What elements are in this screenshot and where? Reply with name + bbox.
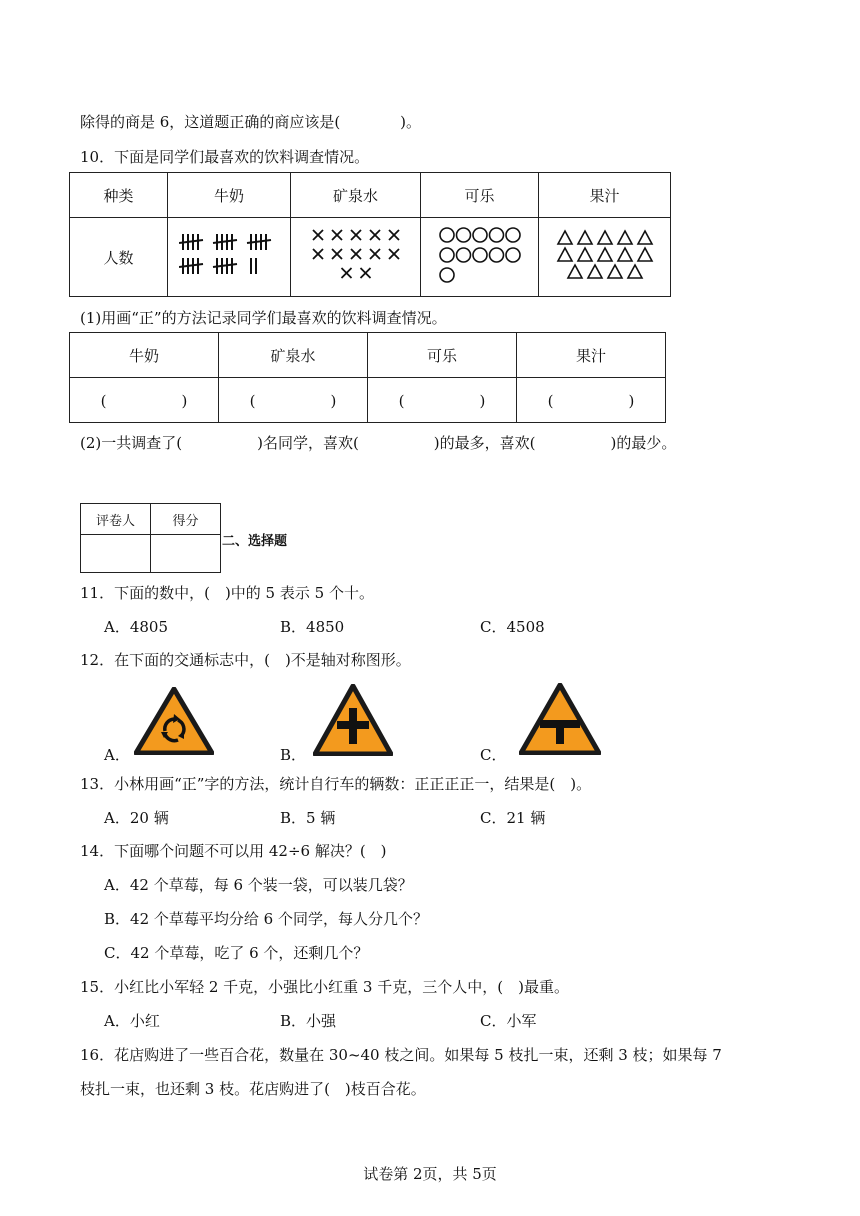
q12-stem: 12．在下面的交通标志中，( )不是轴对称图形。 — [80, 651, 411, 669]
q11-option-a[interactable]: A．4805 — [104, 618, 169, 636]
t2-header-cola: 可乐 — [368, 333, 517, 378]
answer-blank-milk[interactable]: ( ) — [70, 378, 219, 423]
triangle-mark — [638, 231, 652, 244]
score-field[interactable] — [151, 535, 221, 573]
q15-stem: 15．小红比小军轻 2 千克，小强比小红重 3 千克，三个人中，( )最重。 — [80, 978, 569, 996]
triangle-mark — [588, 265, 602, 278]
answer-blank-juice[interactable]: ( ) — [517, 378, 666, 423]
triangle-mark — [558, 231, 572, 244]
q14-option-a[interactable]: A．42 个草莓，每 6 个装一袋，可以装几袋？ — [104, 876, 413, 894]
circle-marks-icon — [430, 225, 530, 285]
q14-option-c[interactable]: C．42 个草莓，吃了 6 个，还剩几个？ — [104, 944, 369, 962]
score-box — [80, 503, 221, 573]
circle-mark — [440, 248, 454, 262]
header-cola: 可乐 — [421, 173, 539, 218]
juice-triangle-cell — [539, 218, 671, 297]
cross-marks-icon — [301, 226, 411, 284]
survey-table — [69, 172, 671, 297]
header-water: 矿泉水 — [291, 173, 421, 218]
row-label: 人数 — [70, 218, 168, 297]
header-milk: 牛奶 — [168, 173, 291, 218]
q13-option-a[interactable]: A．20 辆 — [104, 809, 169, 827]
circle-mark — [473, 248, 487, 262]
q13-option-c[interactable]: C．21 辆 — [480, 809, 546, 827]
q14-stem: 14．下面哪个问题不可以用 42÷6 解决？( ) — [80, 842, 387, 860]
triangle-mark — [558, 248, 572, 261]
triangle-mark — [598, 248, 612, 261]
circle-mark — [440, 268, 454, 282]
q15-option-a[interactable]: A．小红 — [104, 1012, 160, 1030]
cross-mark — [313, 230, 323, 240]
circle-mark — [506, 248, 520, 262]
q10-stem: 10．下面是同学们最喜欢的饮料调查情况。 — [80, 148, 370, 166]
q11-stem: 11．下面的数中，( )中的 5 表示 5 个十。 — [80, 584, 374, 602]
cross-mark — [370, 230, 380, 240]
cross-mark — [370, 249, 380, 259]
score-label: 得分 — [151, 504, 221, 535]
q10-sub1: (1)用画“正”的方法记录同学们最喜欢的饮料调查情况。 — [80, 309, 447, 327]
tally-marks-icon — [179, 230, 279, 280]
q12-option-b[interactable]: B． — [280, 746, 307, 764]
q12-option-a[interactable]: A． — [104, 746, 130, 764]
circle-mark — [473, 228, 487, 242]
milk-tally-cell — [168, 218, 291, 297]
triangle-mark — [618, 248, 632, 261]
q14-option-b[interactable]: B．42 个草莓平均分给 6 个同学，每人分几个？ — [104, 910, 428, 928]
circle-mark — [506, 228, 520, 242]
page-footer: 试卷第 2页，共 5页 — [363, 1165, 497, 1183]
q9-tail: 除得的商是 6，这道题正确的商应该是( )。 — [80, 113, 422, 131]
cross-mark — [313, 249, 323, 259]
cross-mark — [341, 268, 351, 278]
q15-option-b[interactable]: B．小强 — [280, 1012, 337, 1030]
cross-mark — [351, 249, 361, 259]
tally-record-table — [69, 332, 666, 423]
cross-mark — [332, 230, 342, 240]
circle-mark — [456, 228, 470, 242]
cross-mark — [389, 230, 399, 240]
triangle-mark — [578, 248, 592, 261]
triangle-marks-icon — [552, 227, 658, 283]
circle-mark — [440, 228, 454, 242]
q10-sub2: (2)一共调查了( )名同学，喜欢( )的最多，喜欢( )的最少。 — [80, 434, 677, 452]
triangle-mark — [628, 265, 642, 278]
triangle-mark — [608, 265, 622, 278]
cross-mark — [351, 230, 361, 240]
section-title: 二、选择题 — [222, 534, 288, 549]
cola-circle-cell — [421, 218, 539, 297]
header-juice: 果汁 — [539, 173, 671, 218]
reviewer-label: 评卷人 — [81, 504, 151, 535]
cross-mark — [389, 249, 399, 259]
q11-option-c[interactable]: C．4508 — [480, 618, 545, 636]
cross-mark — [360, 268, 370, 278]
t2-header-milk: 牛奶 — [70, 333, 219, 378]
t2-header-juice: 果汁 — [517, 333, 666, 378]
cross-mark — [332, 249, 342, 259]
q12-option-c[interactable]: C． — [480, 746, 507, 764]
q13-option-b[interactable]: B．5 辆 — [280, 809, 336, 827]
q11-option-b[interactable]: B．4850 — [280, 618, 345, 636]
header-type: 种类 — [70, 173, 168, 218]
roundabout-sign-icon — [134, 687, 214, 755]
q13-stem: 13．小林用画“正”字的方法，统计自行车的辆数：正正正正一，结果是( )。 — [80, 775, 592, 793]
answer-blank-cola[interactable]: ( ) — [368, 378, 517, 423]
q16-line1: 16．花店购进了一些百合花，数量在 30~40 枝之间。如果每 5 枝扎一束，还剩 3 枝；如果每 7 — [80, 1046, 722, 1064]
triangle-mark — [638, 248, 652, 261]
q15-option-c[interactable]: C．小军 — [480, 1012, 537, 1030]
t2-header-water: 矿泉水 — [219, 333, 368, 378]
triangle-mark — [618, 231, 632, 244]
q16-line2: 枝扎一束，也还剩 3 枝。花店购进了( )枝百合花。 — [80, 1080, 426, 1098]
reviewer-field[interactable] — [81, 535, 151, 573]
answer-blank-water[interactable]: ( ) — [219, 378, 368, 423]
crossroad-sign-icon — [313, 684, 393, 756]
water-cross-cell — [291, 218, 421, 297]
circle-mark — [489, 228, 503, 242]
t-junction-sign-icon — [519, 683, 601, 755]
triangle-mark — [598, 231, 612, 244]
triangle-mark — [578, 231, 592, 244]
circle-mark — [456, 248, 470, 262]
circle-mark — [489, 248, 503, 262]
triangle-mark — [568, 265, 582, 278]
